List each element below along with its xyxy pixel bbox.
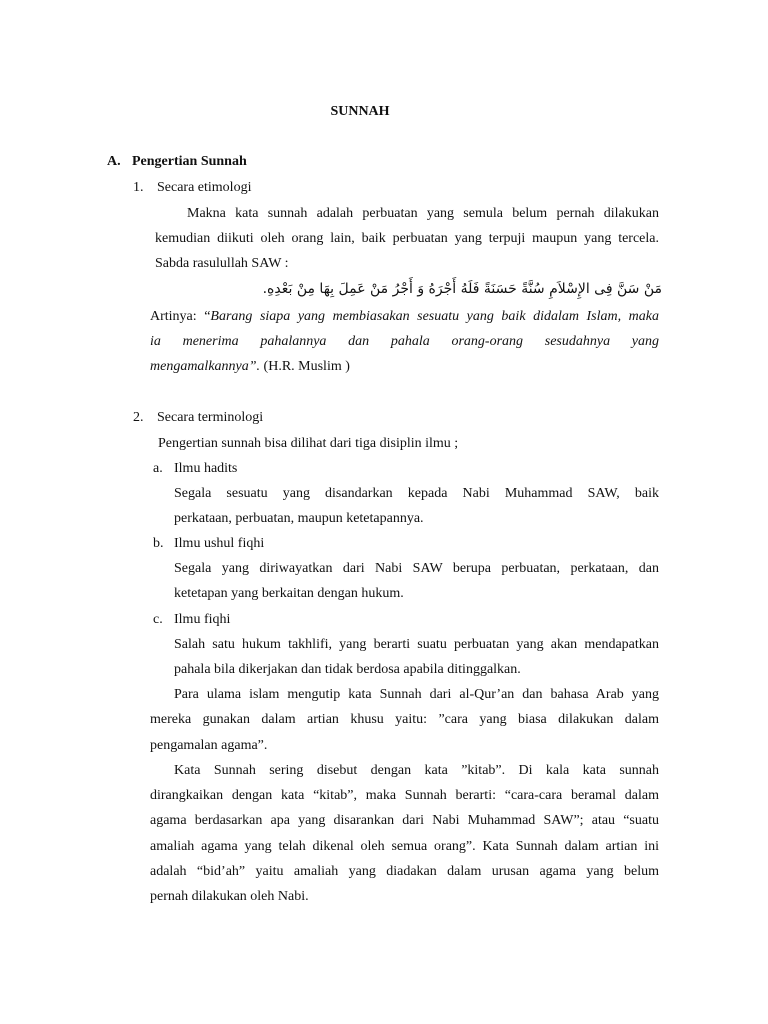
item-2-marker: 2. bbox=[133, 410, 144, 425]
kitab-line-2: dirangkaikan dengan kata “kitab”, maka Sunnah berarti: “cara-cara beramal dalam bbox=[150, 788, 659, 803]
kitab-line-5: adalah “bid’ah” yaitu amaliah yang diadakan dalam urusan agama yang belum bbox=[150, 864, 659, 879]
kitab-line-6: pernah dilakukan oleh Nabi. bbox=[150, 889, 309, 904]
artinya-text-1: Barang siapa yang membiasakan sesuatu yang baik didalam Islam, maka bbox=[210, 309, 659, 324]
kitab-line-3: agama berdasarkan apa yang disarankan dari Nabi Muhammad SAW”; atau “suatu bbox=[150, 813, 659, 828]
artinya-line-2: ia menerima pahalannya dan pahala orang-orang sesudahnya yang bbox=[150, 334, 659, 349]
artinya-text-3: mengamalkannya”. bbox=[150, 359, 261, 374]
artinya-line-1 bbox=[150, 308, 659, 326]
kitab-line-4: amaliah agama yang telah dikenal oleh semua orang”. Kata Sunnah dalam artian ini bbox=[150, 839, 659, 854]
subitem-b-line-2: ketetapan yang berkaitan dengan hukum. bbox=[174, 586, 404, 601]
hadith-source: (H.R. Muslim ) bbox=[260, 359, 350, 374]
subitem-c-heading: Ilmu fiqhi bbox=[174, 612, 231, 627]
etimologi-line-1: Makna kata sunnah adalah perbuatan yang semula belum pernah dilakukan bbox=[187, 206, 659, 221]
subitem-a-heading: Ilmu hadits bbox=[174, 461, 238, 476]
etimologi-line-3: Sabda rasulullah SAW : bbox=[155, 256, 289, 271]
section-a-marker: A. bbox=[107, 154, 121, 169]
ulama-line-1: Para ulama islam mengutip kata Sunnah dari al-Qur’an dan bahasa Arab yang bbox=[174, 687, 659, 702]
subitem-a-marker: a. bbox=[153, 461, 163, 476]
item-1-marker: 1. bbox=[133, 180, 144, 195]
subitem-b-marker: b. bbox=[153, 536, 164, 551]
ulama-line-2: mereka gunakan dalam artian khusu yaitu: ”cara yang biasa dilakukan dalam bbox=[150, 712, 659, 727]
subitem-b-line-1: Segala yang diriwayatkan dari Nabi SAW berupa perbuatan, perkataan, dan bbox=[174, 561, 659, 576]
subitem-a-line-1: Segala sesuatu yang disandarkan kepada Nabi Muhammad SAW, baik bbox=[174, 486, 659, 501]
item-1-heading: Secara etimologi bbox=[157, 180, 252, 195]
terminologi-intro: Pengertian sunnah bisa dilihat dari tiga disiplin ilmu ; bbox=[158, 436, 459, 451]
hadith-arabic-text: مَنْ سَنَّ فِى الإِسْلاَمِ سُنَّةً حَسَنَةً فَلَهُ أَجْرَهُ وَ أَجْرُ مَنْ عَمِلَ بِهَا مِنْ بَعْدِهِ. bbox=[262, 281, 662, 297]
artinya-label: Artinya: “ bbox=[150, 309, 211, 324]
subitem-c-marker: c. bbox=[153, 612, 163, 627]
subitem-c-line-1: Salah satu hukum takhlifi, yang berarti suatu perbuatan yang akan mendapatkan bbox=[174, 637, 659, 652]
ulama-line-3: pengamalan agama”. bbox=[150, 738, 268, 753]
artinya-line-3 bbox=[150, 358, 350, 376]
section-a-heading: Pengertian Sunnah bbox=[132, 154, 247, 169]
document-title: SUNNAH bbox=[330, 104, 390, 119]
kitab-line-1: Kata Sunnah sering disebut dengan kata ”kitab”. Di kala kata sunnah bbox=[174, 763, 659, 778]
subitem-b-heading: Ilmu ushul fiqhi bbox=[174, 536, 265, 551]
etimologi-line-2: kemudian diikuti oleh orang lain, baik perbuatan yang terpuji maupun yang tercela. bbox=[155, 231, 659, 246]
subitem-c-line-2: pahala bila dikerjakan dan tidak berdosa apabila ditinggalkan. bbox=[174, 662, 521, 677]
subitem-a-line-2: perkataan, perbuatan, maupun ketetapannya. bbox=[174, 511, 424, 526]
item-2-heading: Secara terminologi bbox=[157, 410, 264, 425]
